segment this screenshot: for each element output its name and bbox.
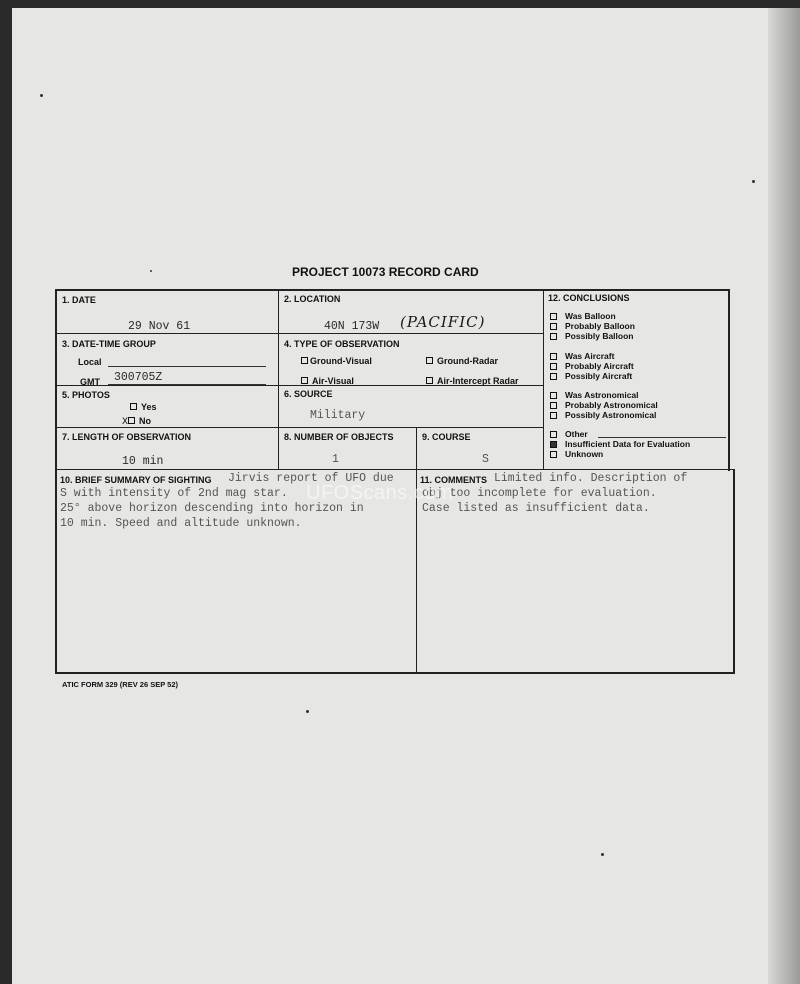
watermark: UFOScans.com bbox=[306, 482, 454, 504]
checkbox-icon[interactable] bbox=[550, 333, 557, 340]
table-border-left bbox=[55, 289, 57, 674]
checkbox-icon[interactable] bbox=[550, 323, 557, 330]
col-divider-1 bbox=[278, 289, 279, 470]
date-value: 29 Nov 61 bbox=[128, 320, 191, 333]
conclusion-label: Other bbox=[565, 429, 588, 439]
gmt-value: 300705Z bbox=[114, 371, 163, 384]
other-underline bbox=[598, 437, 726, 438]
row-divider-4 bbox=[55, 469, 735, 470]
comments-line-2: obj too incomplete for evaluation. bbox=[422, 487, 657, 500]
conclusion-possibly-astronomical[interactable] bbox=[550, 410, 656, 420]
checkbox-icon[interactable] bbox=[550, 392, 557, 399]
option-ground-radar-label: Ground-Radar bbox=[437, 356, 499, 366]
speck bbox=[306, 710, 309, 713]
source-label: 6. SOURCE bbox=[284, 389, 333, 399]
row-divider-1 bbox=[55, 333, 543, 334]
checkbox-icon[interactable] bbox=[130, 403, 137, 410]
summary-line-3: 25° above horizon descending into horizon in bbox=[60, 502, 364, 515]
conclusion-label: Was Aircraft bbox=[565, 351, 615, 361]
option-ground-visual-label: Ground-Visual bbox=[310, 356, 372, 366]
conclusion-possibly-aircraft[interactable] bbox=[550, 371, 632, 381]
card-title: PROJECT 10073 RECORD CARD bbox=[292, 265, 479, 279]
date-label: 1. DATE bbox=[62, 295, 96, 305]
conclusion-probably-aircraft[interactable] bbox=[550, 361, 634, 371]
conclusion-insufficient-data[interactable] bbox=[550, 439, 690, 449]
comments-label: 11. COMMENTS bbox=[420, 475, 488, 485]
observation-type-label: 4. TYPE OF OBSERVATION bbox=[284, 339, 400, 349]
col-divider-2 bbox=[543, 289, 544, 470]
table-border-bottom bbox=[55, 672, 735, 674]
checkbox-checked-icon[interactable] bbox=[301, 357, 308, 364]
checkbox-icon[interactable] bbox=[550, 412, 557, 419]
option-air-intercept-radar-label: Air-Intercept Radar bbox=[437, 376, 519, 386]
location-value: 40N 173W bbox=[324, 320, 380, 333]
photos-no-label: No bbox=[139, 416, 152, 426]
checkbox-icon[interactable] bbox=[301, 377, 308, 384]
summary-line-4: 10 min. Speed and altitude unknown. bbox=[60, 517, 302, 530]
checkbox-icon[interactable] bbox=[550, 373, 557, 380]
comments-line-3: Case listed as insufficient data. bbox=[422, 502, 650, 515]
datetime-label: 3. DATE-TIME GROUP bbox=[62, 339, 156, 349]
photos-no[interactable] bbox=[122, 416, 151, 428]
conclusion-was-aircraft[interactable] bbox=[550, 351, 614, 361]
length-value: 10 min bbox=[122, 455, 164, 468]
course-label: 9. COURSE bbox=[422, 432, 471, 442]
speck bbox=[601, 853, 604, 856]
conclusion-label: Possibly Astronomical bbox=[565, 410, 657, 420]
checkbox-icon[interactable] bbox=[550, 431, 557, 438]
sheet-edge-shadow bbox=[768, 8, 800, 984]
course-value: S bbox=[482, 453, 489, 466]
conclusion-label: Probably Balloon bbox=[565, 321, 635, 331]
conclusion-probably-balloon[interactable] bbox=[550, 321, 635, 331]
option-air-visual-label: Air-Visual bbox=[312, 376, 354, 386]
photos-yes-label: Yes bbox=[141, 402, 157, 412]
form-id: ATIC FORM 329 (REV 26 SEP 52) bbox=[62, 680, 179, 689]
conclusion-label: Probably Astronomical bbox=[565, 400, 658, 410]
col-divider-3 bbox=[416, 427, 417, 470]
summary-label: 10. BRIEF SUMMARY OF SIGHTING bbox=[60, 475, 212, 485]
gmt-underline bbox=[108, 384, 266, 385]
num-objects-label: 8. NUMBER OF OBJECTS bbox=[284, 432, 394, 442]
option-ground-radar[interactable] bbox=[426, 356, 498, 366]
summary-line-1: Jirvis report of UFO due bbox=[228, 472, 394, 485]
conclusion-label: Possibly Aircraft bbox=[565, 371, 633, 381]
checkbox-icon[interactable] bbox=[550, 363, 557, 370]
table-border-top bbox=[55, 289, 729, 291]
option-air-visual[interactable] bbox=[301, 376, 354, 386]
conclusions-label: 12. CONCLUSIONS bbox=[548, 293, 630, 303]
checkbox-icon[interactable] bbox=[426, 377, 433, 384]
table-border-right-lower bbox=[733, 469, 735, 674]
source-value: Military bbox=[310, 409, 366, 422]
conclusion-label: Was Astronomical bbox=[565, 390, 639, 400]
local-label: Local bbox=[78, 357, 102, 367]
table-border-right bbox=[728, 289, 730, 471]
option-ground-visual[interactable] bbox=[301, 356, 372, 366]
photos-label: 5. PHOTOS bbox=[62, 390, 110, 400]
speck bbox=[752, 180, 755, 183]
checkbox-icon[interactable] bbox=[550, 451, 557, 458]
conclusion-label: Possibly Balloon bbox=[565, 331, 634, 341]
conclusion-unknown[interactable] bbox=[550, 449, 603, 459]
checkbox-icon[interactable] bbox=[426, 357, 433, 364]
checkbox-checked-icon[interactable] bbox=[550, 441, 557, 448]
comments-line-1: Limited info. Description of bbox=[494, 472, 688, 485]
photos-yes[interactable] bbox=[130, 402, 157, 412]
conclusion-label: Insufficient Data for Evaluation bbox=[565, 439, 691, 449]
conclusion-other[interactable] bbox=[550, 429, 588, 439]
checkbox-checked-icon[interactable] bbox=[128, 417, 135, 424]
location-label: 2. LOCATION bbox=[284, 294, 341, 304]
checkbox-icon[interactable] bbox=[550, 353, 557, 360]
conclusion-possibly-balloon[interactable] bbox=[550, 331, 634, 341]
length-label: 7. LENGTH OF OBSERVATION bbox=[62, 432, 192, 442]
conclusion-was-astronomical[interactable] bbox=[550, 390, 639, 400]
local-underline bbox=[108, 366, 266, 367]
checkbox-icon[interactable] bbox=[550, 402, 557, 409]
conclusion-label: Unknown bbox=[565, 449, 604, 459]
location-handwritten: (PACIFIC) bbox=[400, 313, 486, 331]
conclusion-label: Probably Aircraft bbox=[565, 361, 634, 371]
conclusion-was-balloon[interactable] bbox=[550, 311, 616, 321]
speck bbox=[40, 94, 43, 97]
x-mark-icon: X bbox=[122, 417, 129, 428]
gmt-label: GMT bbox=[80, 377, 100, 387]
conclusion-label: Was Balloon bbox=[565, 311, 616, 321]
num-objects-value: 1 bbox=[332, 453, 339, 466]
option-air-intercept-radar[interactable] bbox=[426, 376, 519, 386]
speck bbox=[150, 270, 152, 272]
summary-line-2: S with intensity of 2nd mag star. bbox=[60, 487, 288, 500]
conclusion-probably-astronomical[interactable] bbox=[550, 400, 658, 410]
checkbox-icon[interactable] bbox=[550, 313, 557, 320]
